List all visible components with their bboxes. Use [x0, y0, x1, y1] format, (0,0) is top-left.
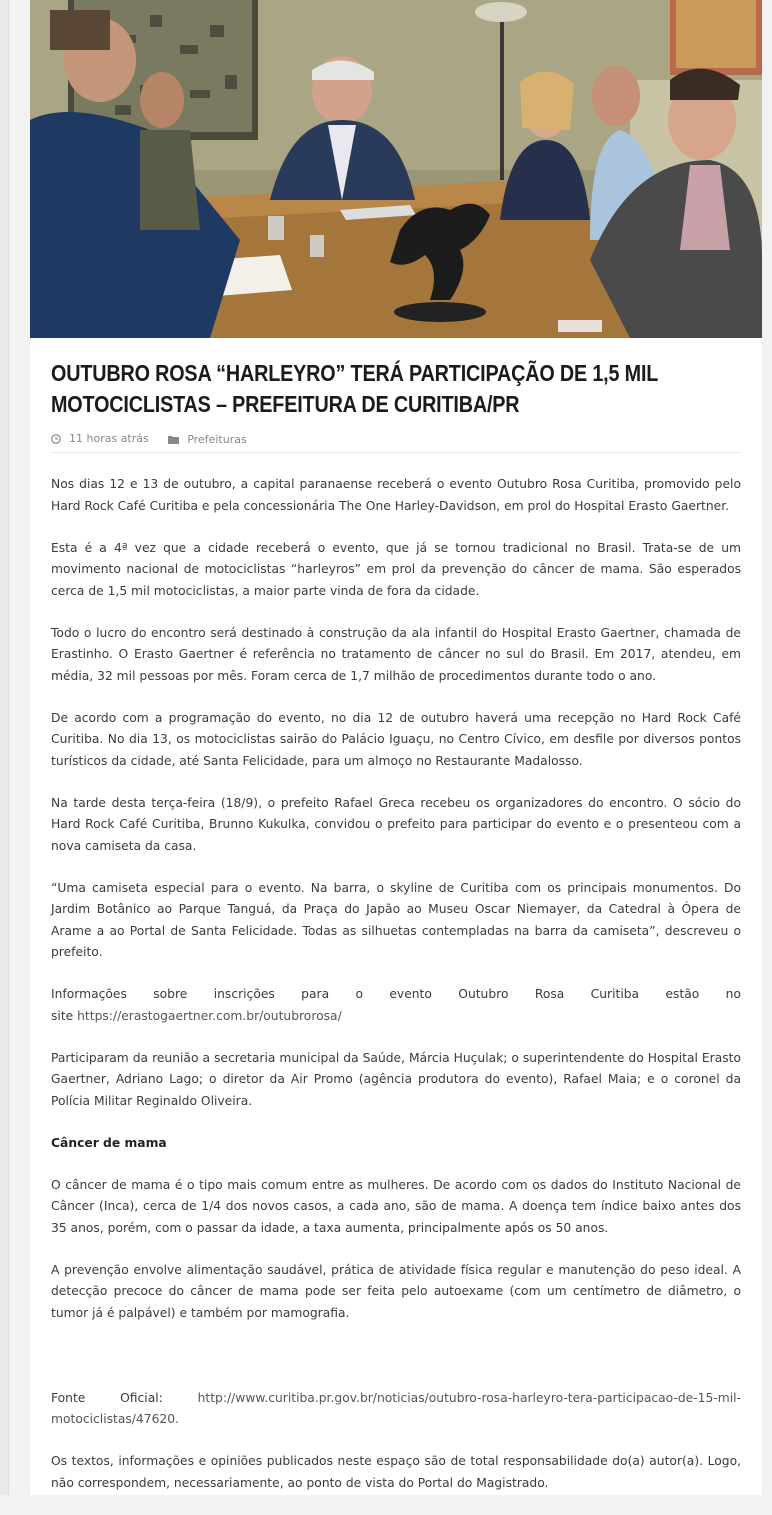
meta-time-text: 11 horas atrás [69, 432, 149, 445]
paragraph: Nos dias 12 e 13 de outubro, a capital paranaense receberá o evento Outubro Rosa Curitiba, promovido pelo Hard Rock Café Curitiba e pela concessionária The One Harley-Davidson, em prol do Hospital Erasto Gaertner. [51, 477, 741, 513]
paragraph: A prevenção envolve alimentação saudável, prática de atividade física regular e manutenção do peso ideal. A detecção precoce do câncer de mama pode ser feita pelo autoexame (com um centímetro de diâmetro, o tumor já é palpável) e também por mamografia. [51, 1262, 741, 1320]
registration-word: o [355, 987, 363, 1001]
source-link[interactable]: http://www.curitiba.pr.gov.br/noticias/outubro-rosa-harleyro-tera-participacao-de-15-mil- [197, 1390, 741, 1405]
registration-word: Rosa [534, 987, 565, 1001]
paragraph: Na tarde desta terça-feira (18/9), o prefeito Rafael Greca recebeu os organizadores do encontro. O sócio do Hard Rock Café Curitiba, Brunno Kukulka, convidou o prefeito para participar do evento e o presenteou com a nova camiseta da casa. [51, 795, 741, 853]
source-label-1: Fonte [51, 1390, 86, 1405]
meta-time [51, 432, 149, 445]
paragraph: O câncer de mama é o tipo mais comum entre as mulheres. De acordo com os dados do Instituto Nacional de Câncer (Inca), cerca de 1/4 dos novos casos, a cada ano, são de mama. A doença tem índice baixo antes dos 35 anos, porém, com o passar da idade, a taxa aumenta, principalmente após os 50 anos. [51, 1177, 741, 1235]
article-meta [51, 432, 741, 453]
paragraph: De acordo com a programação do evento, no dia 12 de outubro haverá uma recepção no Hard Rock Café Curitiba. No dia 13, os motociclistas sairão do Palácio Iguaçu, no Centro Cívico, em desfile por diversos pontos turísticos da cidade, até Santa Felicidade, para um almoço no Restaurante Madalosso. [51, 710, 741, 768]
registration-word: inscrições [213, 987, 275, 1001]
registration-word: evento [389, 987, 432, 1001]
registration-word: Outubro [458, 987, 509, 1001]
registration-link[interactable]: https://erastogaertner.com.br/outubrorosa/ [77, 1008, 342, 1023]
registration-line [51, 984, 741, 1006]
clock-icon [51, 434, 61, 444]
source-label-2: Oficial: [120, 1390, 163, 1405]
folder-icon [168, 435, 179, 444]
meta-category-link[interactable]: Prefeituras [187, 432, 247, 446]
registration-word: Informações [51, 987, 127, 1001]
registration-word: no [725, 987, 741, 1001]
article-card [30, 0, 762, 1495]
article-title: OUTUBRO ROSA “HARLEYRO” TERÁ PARTICIPAÇÃO DE 1,5 MIL MOTOCICLISTAS – PREFEITURA DE CURITIBA/PR [51, 360, 658, 417]
paragraph: Esta é a 4ª vez que a cidade receberá o evento, que já se tornou tradicional no Brasil. Trata-se de um movimento nacional de motociclistas “harleyros” em prol da prevenção do câncer de mama. São esperados cerca de 1,5 mil motociclistas, a maior parte vinda de fora da cidade. [51, 540, 741, 598]
source-line [51, 1388, 741, 1410]
paragraph: Todo o lucro do encontro será destinado à construção da ala infantil do Hospital Erasto Gaertner, chamada de Erastinho. O Erasto Gaertner é referência no tratamento de câncer no sul do Brasil. Em 2017, atendeu, em média, 32 mil pessoas por mês. Foram cerca de 1,7 milhão de procedimentos durante todo o ano. [51, 625, 741, 683]
source-paragraph [51, 1388, 741, 1431]
disclaimer: Os textos, informações e opiniões publicados neste espaço são de total responsabilidade do(a) autor(a). Logo, não correspondem, necessariamente, ao ponto de vista do Portal do Magistrado. [51, 1454, 741, 1490]
spacer [51, 1345, 741, 1388]
paragraph: Participaram da reunião a secretaria municipal da Saúde, Márcia Huçulak; o superintendente do Hospital Erasto Gaertner, Adriano Lago; o diretor da Air Promo (agência produtora do evento), Rafael Maia; e o coronel da Polícia Militar Reginaldo Oliveira. [51, 1050, 741, 1108]
article-body [51, 474, 741, 1515]
page-left-edge [0, 0, 9, 1495]
article-hero-image [30, 0, 762, 338]
registration-word: para [301, 987, 330, 1001]
registration-paragraph [51, 984, 741, 1027]
meta-category[interactable] [168, 433, 246, 446]
subheading: Câncer de mama [51, 1135, 167, 1150]
registration-site-label: site [51, 1008, 74, 1023]
registration-word: sobre [153, 987, 188, 1001]
paragraph: “Uma camiseta especial para o evento. Na barra, o skyline de Curitiba com os principais monumentos. Do Jardim Botânico ao Parque Tanguá, da Praça do Japão ao Museu Oscar Niemayer, da Catedral à Ópera de Arame a ao Portal de Santa Felicidade. Todas as silhuetas contempladas na barra da camiseta”, descreveu o prefeito. [51, 880, 741, 959]
registration-word: estão [665, 987, 700, 1001]
source-link-continued[interactable]: motociclistas/47620. [51, 1412, 179, 1426]
registration-word: Curitiba [590, 987, 640, 1001]
